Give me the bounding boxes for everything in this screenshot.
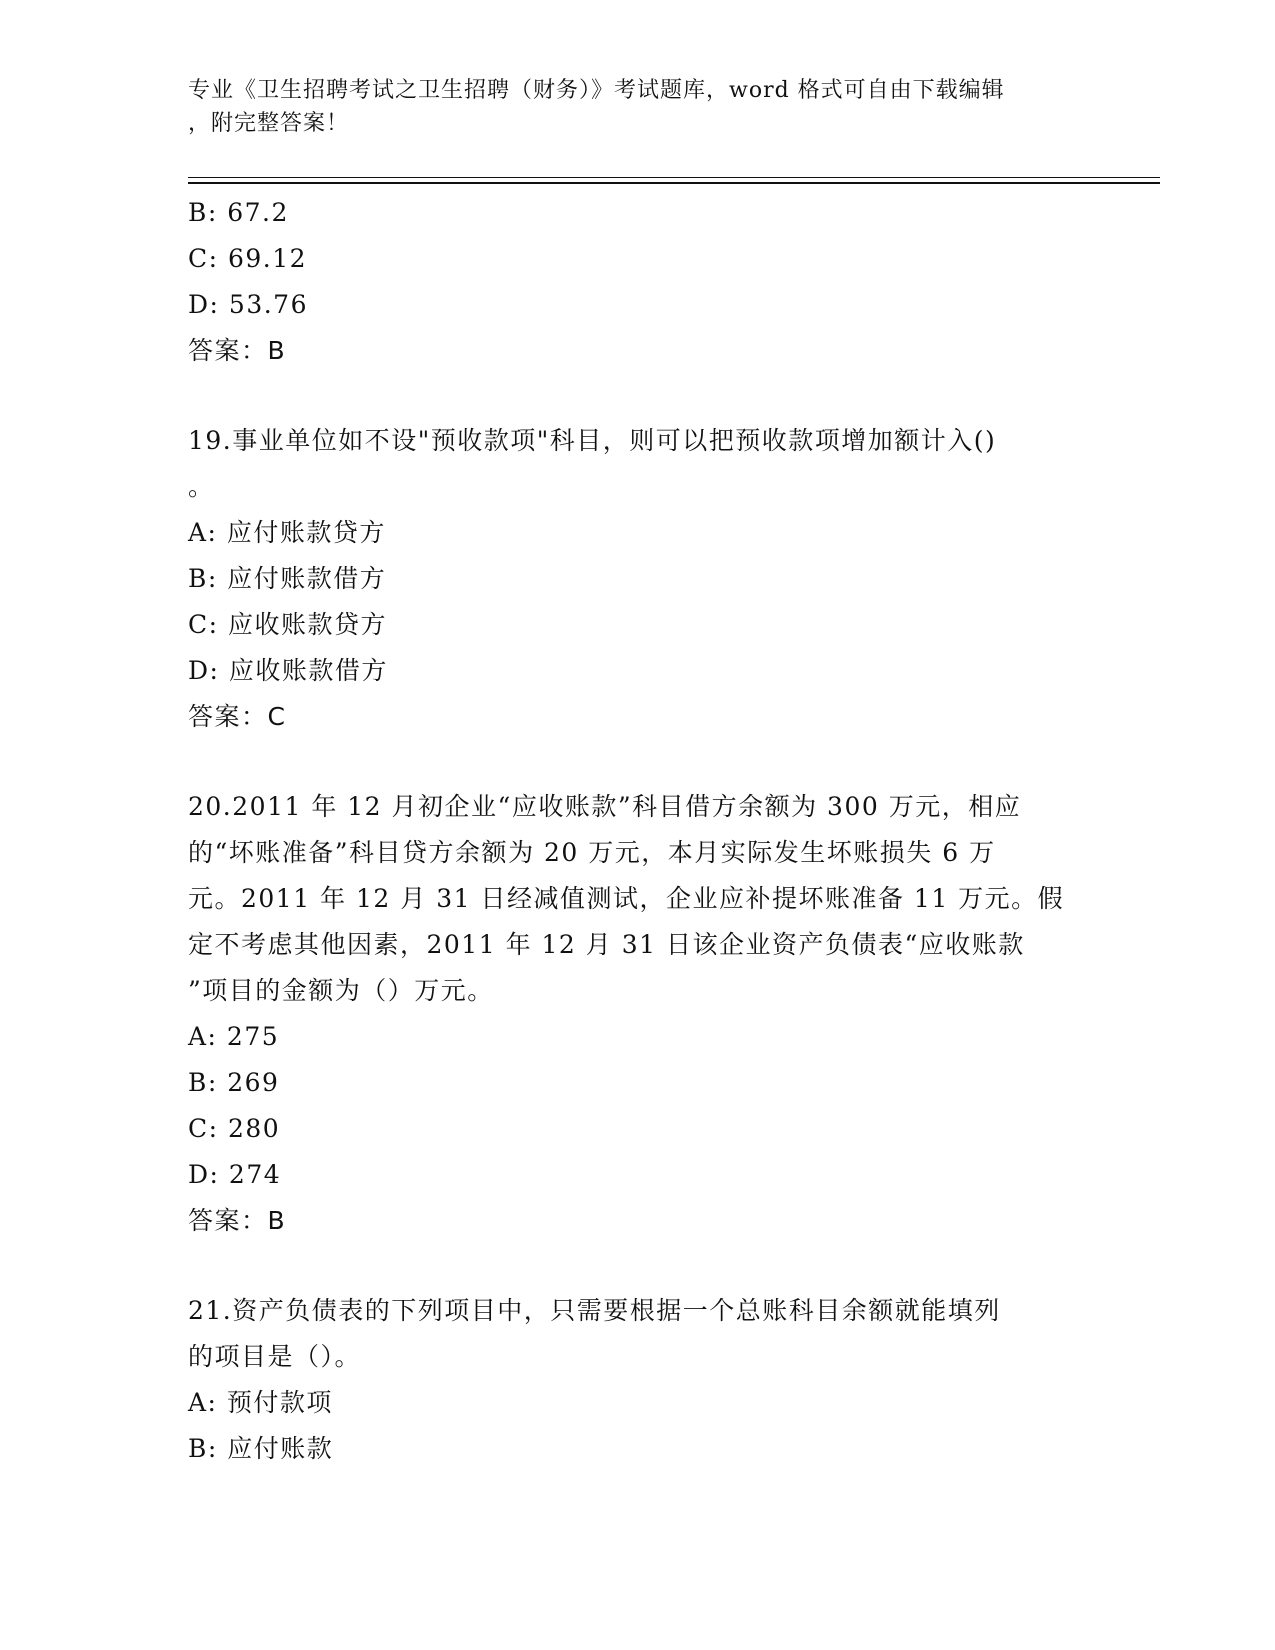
option-c: C: 280: [188, 1114, 281, 1143]
option-d: D: 53.76: [188, 290, 308, 319]
option-b: B: 269: [188, 1068, 280, 1097]
header-divider: [188, 177, 1160, 184]
option-a: A: 预付款项: [188, 1388, 333, 1417]
option-a: A: 275: [188, 1022, 280, 1051]
option-b: B: 应付账款: [188, 1434, 334, 1463]
question-stem-line: 定不考虑其他因素，2011 年 12 月 31 日该企业资产负债表“应收账款: [188, 930, 1025, 959]
question-19: [188, 418, 1088, 740]
question-stem-line: 。: [188, 472, 215, 501]
option-d: D: 应收账款借方: [188, 656, 388, 685]
answer-line: 答案：B: [188, 336, 287, 365]
page-header: [188, 74, 1088, 140]
option-a: A: 应付账款贷方: [188, 518, 386, 547]
option-b: B: 67.2: [188, 198, 289, 227]
question-stem-line: 元。2011 年 12 月 31 日经减值测试，企业应补提坏账准备 11 万元。假: [188, 884, 1065, 913]
question-stem-line: 20.2011 年 12 月初企业“应收账款”科目借方余额为 300 万元，相应: [188, 792, 1022, 821]
question-stem-line: ”项目的金额为（）万元。: [188, 976, 494, 1005]
question-stem-line: 的项目是（）。: [188, 1342, 362, 1371]
question-21: [188, 1288, 1088, 1472]
option-c: C: 69.12: [188, 244, 308, 273]
option-d: D: 274: [188, 1160, 282, 1189]
option-c: C: 应收账款贷方: [188, 610, 387, 639]
question-18: [188, 190, 1088, 374]
question-stem-line: 21.资产负债表的下列项目中，只需要根据一个总账科目余额就能填列: [188, 1296, 1001, 1325]
question-stem-line: 的“坏账准备”科目贷方余额为 20 万元，本月实际发生坏账损失 6 万: [188, 838, 996, 867]
option-b: B: 应付账款借方: [188, 564, 387, 593]
answer-line: 答案：C: [188, 702, 287, 731]
answer-line: 答案：B: [188, 1206, 287, 1235]
document-body: [188, 190, 1088, 1472]
question-stem-line: 19.事业单位如不设"预收款项"科目，则可以把预收款项增加额计入(): [188, 426, 997, 455]
header-line-2: ，附完整答案！: [188, 111, 350, 136]
header-line-1: 专业《卫生招聘考试之卫生招聘（财务）》考试题库，word 格式可自由下载编辑: [188, 78, 1005, 103]
question-20: [188, 784, 1088, 1244]
